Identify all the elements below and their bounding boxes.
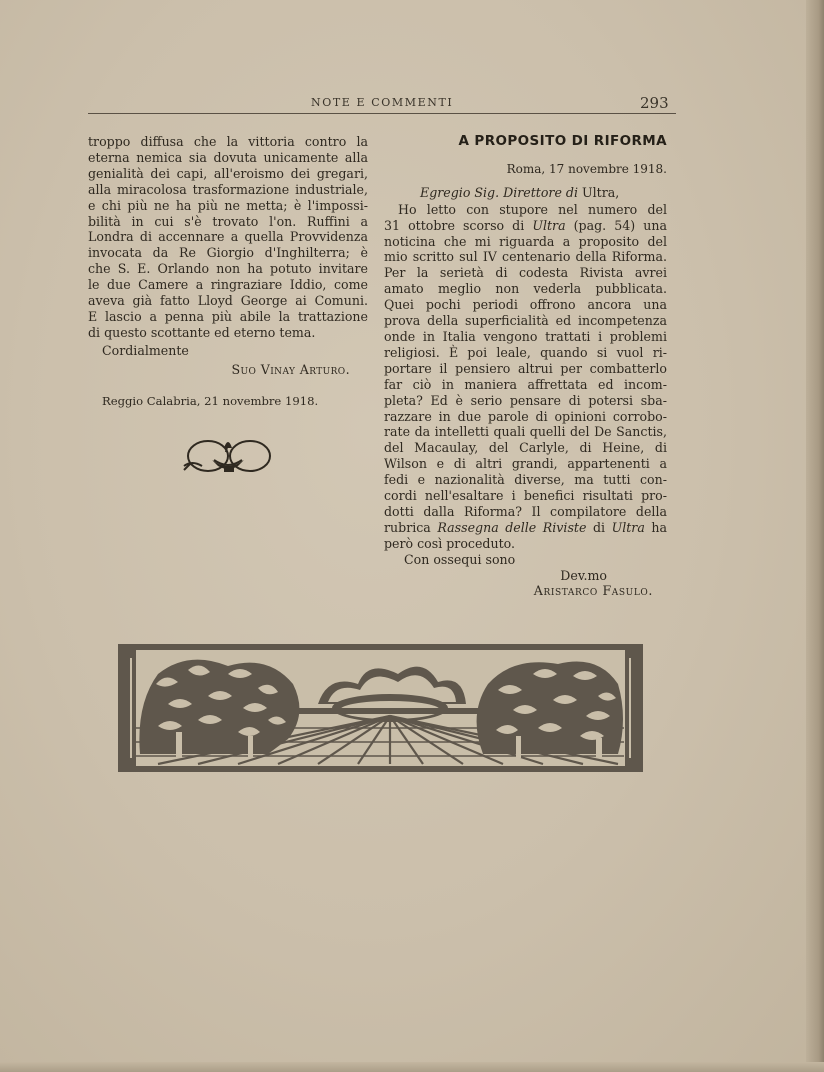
journal-name: Ultra bbox=[532, 217, 566, 233]
article-signature: Aristarco Fasulo. bbox=[533, 583, 653, 599]
body-line: bilità in cui s'è trovato l'on. Ruffini a bbox=[88, 213, 368, 229]
body-line bbox=[384, 218, 667, 234]
body-line: Per la serietà di codesta Rivista avrei bbox=[384, 265, 667, 281]
body-line bbox=[384, 520, 667, 536]
body-line: razzare in due parole di opinioni corrobo- bbox=[384, 408, 667, 424]
article-title: A PROPOSITO DI RIFORMA bbox=[458, 133, 667, 149]
body-line: genialità dei capi, all'eroismo dei gregari, bbox=[88, 165, 368, 181]
body-line: del Macaulay, del Carlyle, di Heine, di bbox=[384, 440, 667, 456]
body-line: e chi più ne ha più ne metta; è l'impossi- bbox=[88, 197, 368, 213]
right-column bbox=[384, 134, 667, 599]
article-dev: Dev.mo bbox=[560, 567, 607, 583]
body-line: eterna nemica sia dovuta unicamente alla bbox=[88, 149, 368, 165]
body-line: E lascio a penna più abile la trattazione bbox=[88, 308, 368, 324]
text-span: 31 ottobre scorso di bbox=[384, 217, 525, 233]
body-line: mio scritto sul IV centenario della Riforma. bbox=[384, 249, 667, 265]
salutation-prefix: Egregio Sig. Direttore di bbox=[420, 184, 578, 200]
body-line: Wilson e di altri grandi, appartenenti a bbox=[384, 456, 667, 472]
body-line: pleta? Ed è serio pensare di potersi sba- bbox=[384, 392, 667, 408]
body-line: amato meglio non vederla pubblicata. bbox=[384, 281, 667, 297]
body-line: Quei pochi periodi offrono ancora una bbox=[384, 297, 667, 313]
header-rule bbox=[88, 113, 676, 114]
lamp-ornament bbox=[180, 430, 276, 478]
body-line: fedi e nazionalità diverse, ma tutti con- bbox=[384, 472, 667, 488]
body-line: invocata da Re Giorgio d'Inghilterra; è bbox=[88, 245, 368, 261]
landscape-vignette bbox=[118, 644, 643, 772]
body-line: far ciò in maniera affrettata ed incom- bbox=[384, 376, 667, 392]
body-line: di questo scottante ed eterno tema. bbox=[88, 324, 316, 340]
text-span: rubrica bbox=[384, 519, 431, 535]
body-line: aveva già fatto Lloyd George ai Comuni. bbox=[88, 293, 368, 309]
letter-closing: Cordialmente bbox=[102, 342, 189, 358]
body-line: cordi nell'esaltare i benefici risultati pro- bbox=[384, 488, 667, 504]
body-line: dotti dalla Riforma? Il compilatore della bbox=[384, 503, 667, 519]
body-line: noticina che mi riguarda a proposito del bbox=[384, 233, 667, 249]
text-span: di bbox=[592, 519, 606, 535]
body-line: Londra di accennare a quella Provvidenza bbox=[88, 229, 368, 245]
body-line: però così proceduto. bbox=[384, 535, 516, 551]
article-dateline: Roma, 17 novembre 1918. bbox=[506, 161, 667, 176]
journal-name: Ultra bbox=[611, 519, 645, 535]
page-edge-right bbox=[806, 0, 824, 1072]
body-line: troppo diffusa che la vittoria contro la bbox=[88, 134, 368, 149]
page-edge-bottom bbox=[0, 1062, 824, 1072]
body-line: che S. E. Orlando non ha potuto invitare bbox=[88, 261, 368, 277]
letter-place-date: Reggio Calabria, 21 novembre 1918. bbox=[102, 393, 319, 408]
running-head: NOTE E COMMENTI bbox=[311, 96, 454, 109]
body-line: religiosi. È poi leale, quando si vuol ri- bbox=[384, 344, 667, 360]
page-number: 293 bbox=[640, 94, 669, 112]
body-line: alla miracolosa trasformazione industriale, bbox=[88, 181, 368, 197]
body-line: rate da intelletti quali quelli del De Sanctis, bbox=[384, 424, 667, 440]
body-line: prova della superficialità ed incompetenza bbox=[384, 313, 667, 329]
article-closing: Con ossequi sono bbox=[404, 551, 516, 567]
body-line: onde in Italia vengono trattati i problemi bbox=[384, 328, 667, 344]
left-column bbox=[88, 134, 368, 410]
body-line: Ho letto con stupore nel numero del bbox=[398, 201, 667, 217]
rubric-title: Rassegna delle Riviste bbox=[437, 519, 587, 535]
letter-signature: Suo Vinay Arturo. bbox=[231, 361, 350, 377]
salutation bbox=[420, 185, 667, 201]
text-span: (pag. 54) una bbox=[573, 217, 667, 233]
body-line: portare il pensiero altrui per combatterlo bbox=[384, 360, 667, 376]
salutation-journal: Ultra, bbox=[582, 184, 620, 200]
body-line: le due Camere a ringraziare Iddio, come bbox=[88, 277, 368, 293]
text-span: ha bbox=[651, 519, 668, 535]
